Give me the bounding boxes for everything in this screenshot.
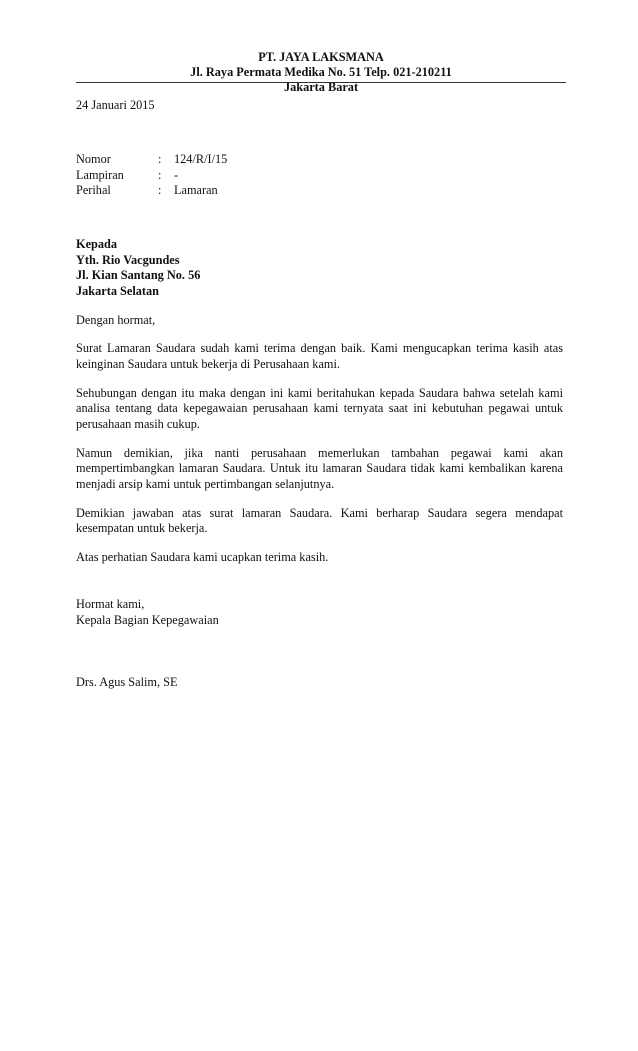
letterhead-divider — [76, 82, 566, 83]
closing-greeting: Hormat kami, — [76, 597, 145, 611]
recipient-name: Yth. Rio Vacgundes — [76, 252, 180, 267]
meta-value: 124/R/I/15 — [174, 152, 228, 166]
recipient-address: Jl. Kian Santang No. 56 — [76, 268, 201, 282]
letter-meta — [76, 152, 227, 199]
company-city: Jakarta Barat — [283, 80, 359, 94]
body-paragraph: Atas perhatian Saudara kami ucapkan terima kasih. — [76, 549, 329, 564]
company-address: Jl. Raya Permata Medika No. 51 Telp. 021-210211 — [190, 65, 452, 79]
meta-colon: : — [158, 183, 162, 197]
closing-block — [76, 597, 219, 628]
meta-row-perihal — [76, 183, 227, 199]
body-paragraph: Surat Lamaran Saudara sudah kami terima dengan baik. Kami mengucapkan terima kasih atas keinginan Saudara untuk bekerja di Perusahaan kami. — [76, 341, 563, 372]
company-name: PT. JAYA LAKSMANA — [258, 50, 384, 64]
recipient-city: Jakarta Selatan — [76, 283, 160, 298]
recipient-line: Kepada — [76, 237, 117, 251]
meta-row-nomor — [76, 152, 227, 168]
meta-value: - — [174, 167, 179, 182]
meta-value: Lamaran — [174, 183, 218, 197]
recipient-block — [76, 237, 200, 299]
meta-row-lampiran — [76, 168, 227, 184]
meta-label: Perihal — [76, 183, 111, 197]
body-paragraph: Demikian jawaban atas surat lamaran Saudara. Kami berharap Saudara segera mendapat kesempatan untuk bekerja. — [76, 505, 563, 536]
meta-label: Nomor — [76, 152, 111, 166]
letter-body — [76, 313, 563, 578]
signer-name: Drs. Agus Salim, SE — [76, 675, 178, 689]
meta-colon: : — [158, 152, 162, 166]
closing-position: Kepala Bagian Kepegawaian — [76, 612, 219, 627]
body-paragraph: Namun demikian, jika nanti perusahaan memerlukan tambahan pegawai kami akan mempertimbangkan lamaran Saudara. Untuk itu lamaran Saudara tidak kami kembalikan karena menjadi arsip kami untuk pertimbangan selanjutnya. — [76, 445, 563, 492]
meta-label: Lampiran — [76, 167, 124, 182]
salutation: Dengan hormat, — [76, 313, 156, 327]
meta-colon: : — [158, 167, 162, 182]
letterhead — [76, 50, 566, 95]
letter-date: 24 Januari 2015 — [76, 98, 155, 112]
body-paragraph: Sehubungan dengan itu maka dengan ini kami beritahukan kepada Saudara bahwa setelah kami analisa tentang data kepegawaian perusahaan kami ternyata saat ini kebutuhan pegawai untuk perusahaan masih cukup. — [76, 385, 563, 432]
